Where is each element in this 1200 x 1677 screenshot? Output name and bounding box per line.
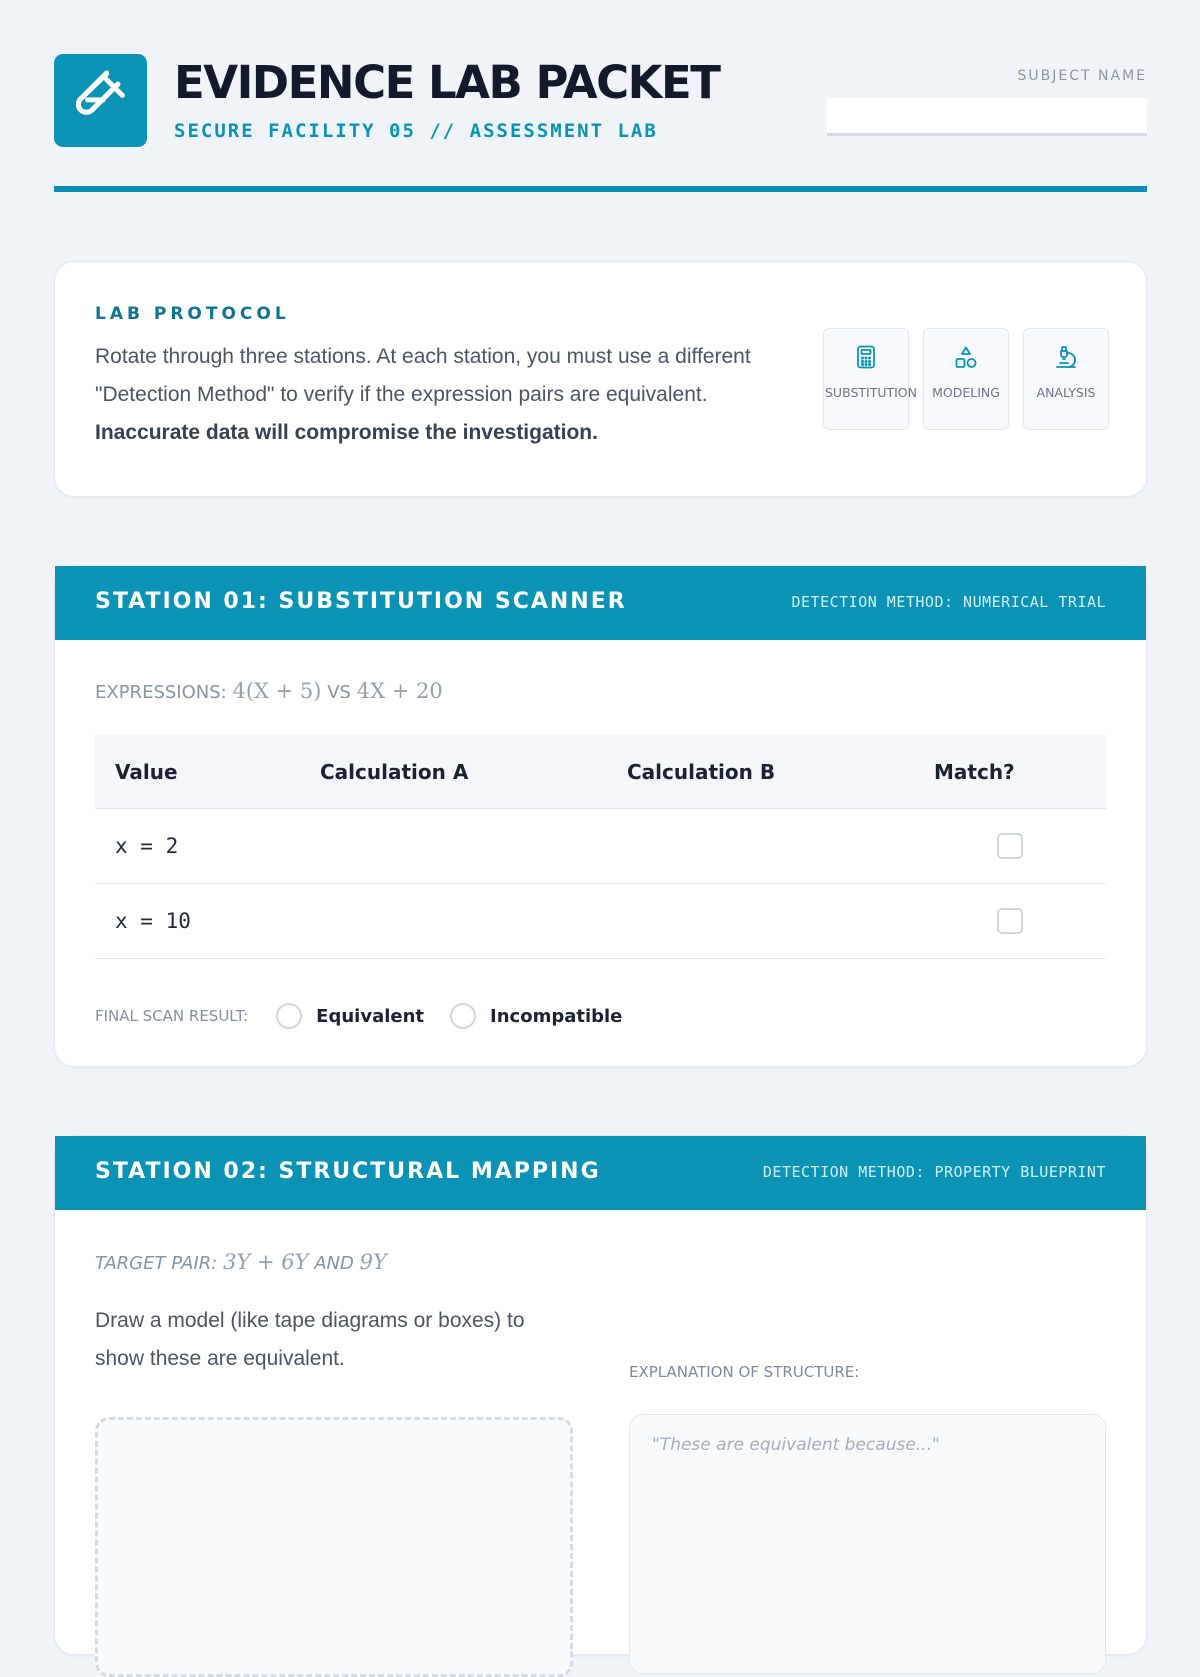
test-tube-logo [54, 54, 147, 147]
protocol-heading: LAB PROTOCOL [95, 304, 290, 324]
target-pair-line [95, 1250, 387, 1274]
station-02-card [54, 1135, 1147, 1655]
protocol-warning: Inaccurate data will compromise the investigation. [95, 421, 598, 444]
expression-b: 4X + 20 [356, 679, 443, 703]
model-drawing-area[interactable] [95, 1417, 573, 1677]
column-header-calc-b: Calculation B [627, 759, 776, 784]
target-pair-label: TARGET PAIR: [95, 1253, 218, 1274]
target-expression-b: 9Y [359, 1250, 387, 1274]
column-header-match: Match? [934, 759, 1015, 784]
lab-protocol-card [54, 261, 1147, 497]
microscope-icon [1054, 345, 1078, 369]
subject-name-input[interactable] [827, 98, 1147, 136]
subject-name-label: SUBJECT NAME [1017, 68, 1147, 84]
explanation-textarea[interactable] [629, 1414, 1106, 1674]
method-tile-substitution[interactable] [823, 328, 917, 430]
station-01-method: DETECTION METHOD: NUMERICAL TRIAL [791, 593, 1106, 611]
incompatible-radio[interactable] [450, 1003, 476, 1029]
value-cell: x = 10 [115, 909, 191, 933]
table-header [95, 735, 1106, 809]
page-title: EVIDENCE LAB PACKET [174, 56, 720, 109]
vs-label: VS [327, 682, 351, 703]
value-cell: x = 2 [115, 834, 179, 858]
method-tile-modeling[interactable] [923, 328, 1009, 430]
station-01-card [54, 565, 1147, 1067]
final-scan-label: FINAL SCAN RESULT: [95, 1007, 249, 1025]
match-checkbox[interactable] [997, 833, 1023, 859]
column-header-value: Value [115, 759, 178, 784]
method-tile-analysis[interactable] [1023, 328, 1109, 430]
equivalent-label[interactable]: Equivalent [316, 1005, 425, 1027]
test-tube-icon [74, 74, 128, 128]
method-label-modeling: MODELING [932, 385, 1000, 400]
target-expression-a: 3Y + 6Y [223, 1250, 309, 1274]
calculator-icon [855, 345, 877, 369]
and-label: AND [314, 1253, 354, 1274]
method-tiles [823, 328, 1109, 430]
incompatible-label[interactable]: Incompatible [490, 1005, 623, 1027]
page-header [54, 54, 1147, 194]
match-cell [914, 833, 1106, 859]
expressions-line [95, 679, 443, 703]
station-02-method: DETECTION METHOD: PROPERTY BLUEPRINT [762, 1163, 1106, 1181]
match-cell [914, 908, 1106, 934]
protocol-body: Rotate through three stations. At each station, you must use a different "Detection Method" to verify if the expression pairs are equivalent. [95, 345, 751, 406]
method-label-analysis: ANALYSIS [1036, 385, 1096, 400]
table-row [95, 884, 1106, 959]
header-divider [54, 186, 1147, 192]
explanation-label: EXPLANATION OF STRUCTURE: [629, 1363, 860, 1381]
model-instructions: Draw a model (like tape diagrams or boxes) to show these are equivalent. [95, 1309, 525, 1370]
column-header-calc-a: Calculation A [320, 759, 469, 784]
station-01-title: STATION 01: SUBSTITUTION SCANNER [95, 589, 627, 614]
method-label-substitution: SUBSTITUTION [825, 385, 917, 400]
substitution-table [95, 735, 1106, 959]
protocol-text [95, 338, 775, 452]
match-checkbox[interactable] [997, 908, 1023, 934]
table-row [95, 809, 1106, 884]
final-scan-result [95, 1000, 648, 1032]
equivalent-radio[interactable] [276, 1003, 302, 1029]
page-subtitle: SECURE FACILITY 05 // ASSESSMENT LAB [174, 120, 658, 142]
shapes-icon [954, 345, 978, 369]
station-02-title: STATION 02: STRUCTURAL MAPPING [95, 1159, 601, 1184]
expression-a: 4(X + 5) [232, 679, 322, 703]
station-02-header [55, 1136, 1146, 1210]
station-01-header [55, 566, 1146, 640]
expressions-label: EXPRESSIONS: [95, 682, 227, 703]
